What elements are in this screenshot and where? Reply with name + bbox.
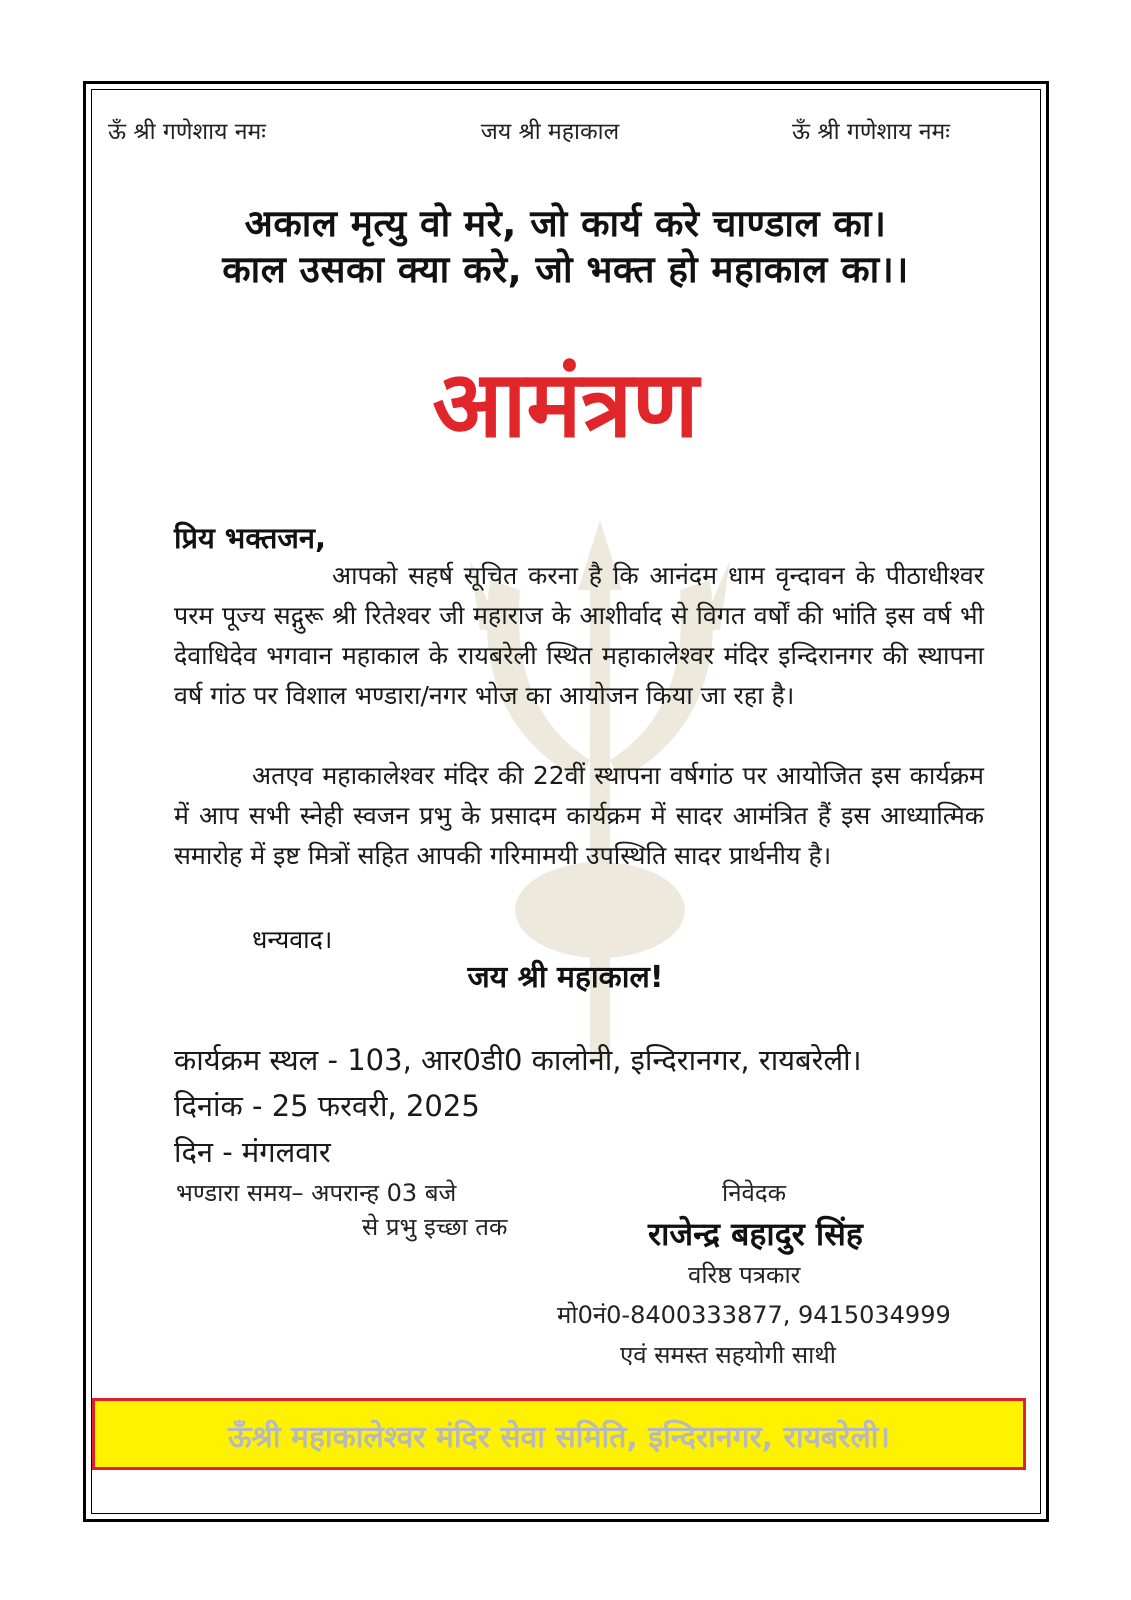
header-right-text: ऊँ श्री गणेशाय नमः (792, 119, 950, 145)
signer-phone: मो0नं0-8400333877, 9415034999 (557, 1301, 951, 1329)
footer-band (92, 1398, 1026, 1470)
body-paragraph-2: अतएव महाकालेश्वर मंदिर की 22वीं स्थापना वर्षगांठ पर आयोजित इस कार्यक्रम में आप सभी स्नेही स्वजन प्रभु के प्रसादम कार्यक्रम में सादर आमंत्रित हैं इस आध्यात्मिक समारोह में इष्ट मित्रों सहित आपकी गरिमामयी उपस्थिति सादर प्रार्थनीय है। (174, 761, 984, 870)
event-venue: कार्यक्रम स्थल - 103, आर0डी0 कालोनी, इन्दिरानगर, रायबरेली। (174, 1043, 862, 1077)
event-date: दिनांक - 25 फरवरी, 2025 (174, 1089, 480, 1123)
slogan-line-2: काल उसका क्या करे, जो भक्त हो महाकाल का।। (222, 248, 909, 291)
footer-organization-text: ऊँश्री महाकालेश्वर मंदिर सेवा समिति, इन्दिरानगर, रायबरेली। (228, 1420, 890, 1455)
signer-name: राजेन्द्र बहादुर सिंह (648, 1215, 863, 1253)
signer-role: वरिष्ठ पत्रकार (688, 1261, 801, 1289)
header-left-text: ऊँ श्री गणेशाय नमः (108, 119, 266, 145)
closing-salutation: जय श्री महाकाल! (467, 960, 664, 995)
event-time-line-2: से प्रभु इच्छा तक (362, 1213, 508, 1241)
signer-team: एवं समस्त सहयोगी साथी (620, 1341, 836, 1369)
invitation-title: आमंत्रण (432, 351, 699, 458)
header-center-text: जय श्री महाकाल (480, 119, 620, 145)
event-day: दिन - मंगलवार (174, 1135, 331, 1169)
thanks-text: धन्यवाद। (252, 925, 333, 954)
salutation: प्रिय भक्तजन, (174, 521, 327, 555)
event-time-line-1: भण्डारा समय– अपरान्ह 03 बजे (176, 1179, 457, 1207)
signer-label: निवेदक (722, 1179, 787, 1207)
body-paragraph-1: आपको सहर्ष सूचित करना है कि आनंदम धाम वृन्दावन के पीठाधीश्वर परम पूज्य सद्गुरू श्री रितेश्वर जी महाराज के आशीर्वाद से विगत वर्षों की भांति इस वर्ष भी देवाधिदेव भगवान महाकाल के रायबरेली स्थित महाकालेश्वर मंदिर इन्दिरानगर की स्थापना वर्ष गांठ पर विशाल भण्डारा/नगर भोज का आयोजन किया जा रहा है। (174, 561, 984, 710)
slogan-line-1: अकाल मृत्यु वो मरे, जो कार्य करे चाण्डाल का। (244, 202, 887, 245)
